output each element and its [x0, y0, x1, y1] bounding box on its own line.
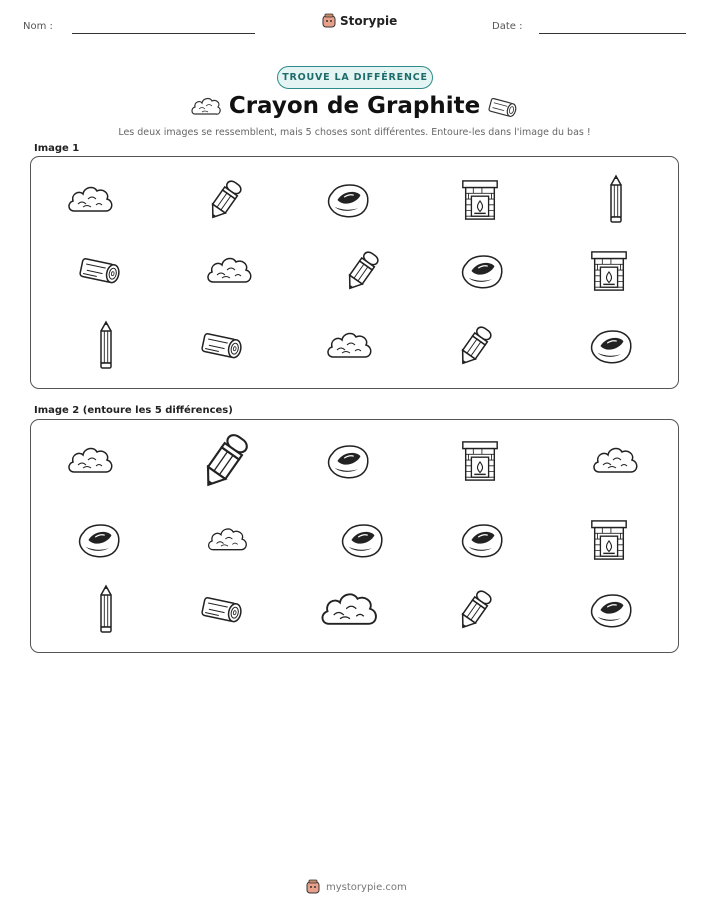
date-label: Date : [492, 21, 523, 32]
graphite-rock-icon[interactable] [459, 520, 505, 560]
page-title: Crayon de Graphite [228, 93, 481, 119]
pencil-icon [342, 247, 382, 295]
cloud-icon[interactable] [591, 441, 641, 481]
pencil-upright-icon [96, 321, 116, 371]
footer [306, 879, 407, 895]
footer-url: mystorypie.com [326, 881, 407, 893]
brand-logo [322, 13, 397, 29]
pencil-upright-icon[interactable] [96, 585, 116, 635]
cloud-icon[interactable] [66, 441, 116, 481]
pencil-icon[interactable] [196, 428, 254, 494]
image2-label: Image 2 (entoure les 5 différences) [34, 405, 233, 416]
pencil-icon[interactable] [455, 586, 495, 634]
instructions: Les deux images se ressemblent, mais 5 choses sont différentes. Entoure-les dans l'image du bas ! [118, 127, 591, 138]
brand-name: Storypie [340, 14, 398, 28]
activity-badge: TROUVE LA DIFFÉRENCE [277, 66, 433, 89]
cloud-icon[interactable] [206, 522, 250, 558]
graphite-rock-icon[interactable] [325, 441, 371, 481]
fireplace-icon [460, 179, 500, 221]
date-field-line[interactable] [539, 33, 686, 34]
log-icon [75, 254, 125, 288]
storypie-mascot-icon [322, 13, 336, 29]
cloud-icon [205, 251, 255, 291]
pencil-icon [205, 176, 245, 224]
pencil-upright-icon [606, 175, 626, 225]
graphite-rock-icon[interactable] [588, 590, 634, 630]
log-icon [485, 92, 519, 122]
image1-label: Image 1 [34, 143, 80, 154]
graphite-rock-icon [588, 326, 634, 366]
storypie-mascot-icon [306, 879, 320, 895]
pencil-icon [455, 322, 495, 370]
log-icon[interactable] [197, 593, 247, 627]
cloud-icon[interactable] [316, 585, 384, 635]
name-field-line[interactable] [72, 33, 255, 34]
name-label: Nom : [23, 21, 53, 32]
fireplace-icon [589, 250, 629, 292]
graphite-rock-icon[interactable] [339, 520, 385, 560]
fireplace-icon[interactable] [589, 519, 629, 561]
cloud-icon [66, 180, 116, 220]
graphite-rock-icon [325, 180, 371, 220]
graphite-rock-icon [459, 251, 505, 291]
log-icon [197, 329, 247, 363]
cloud-icon [325, 326, 375, 366]
graphite-rock-icon[interactable] [76, 520, 122, 560]
fireplace-icon[interactable] [460, 440, 500, 482]
